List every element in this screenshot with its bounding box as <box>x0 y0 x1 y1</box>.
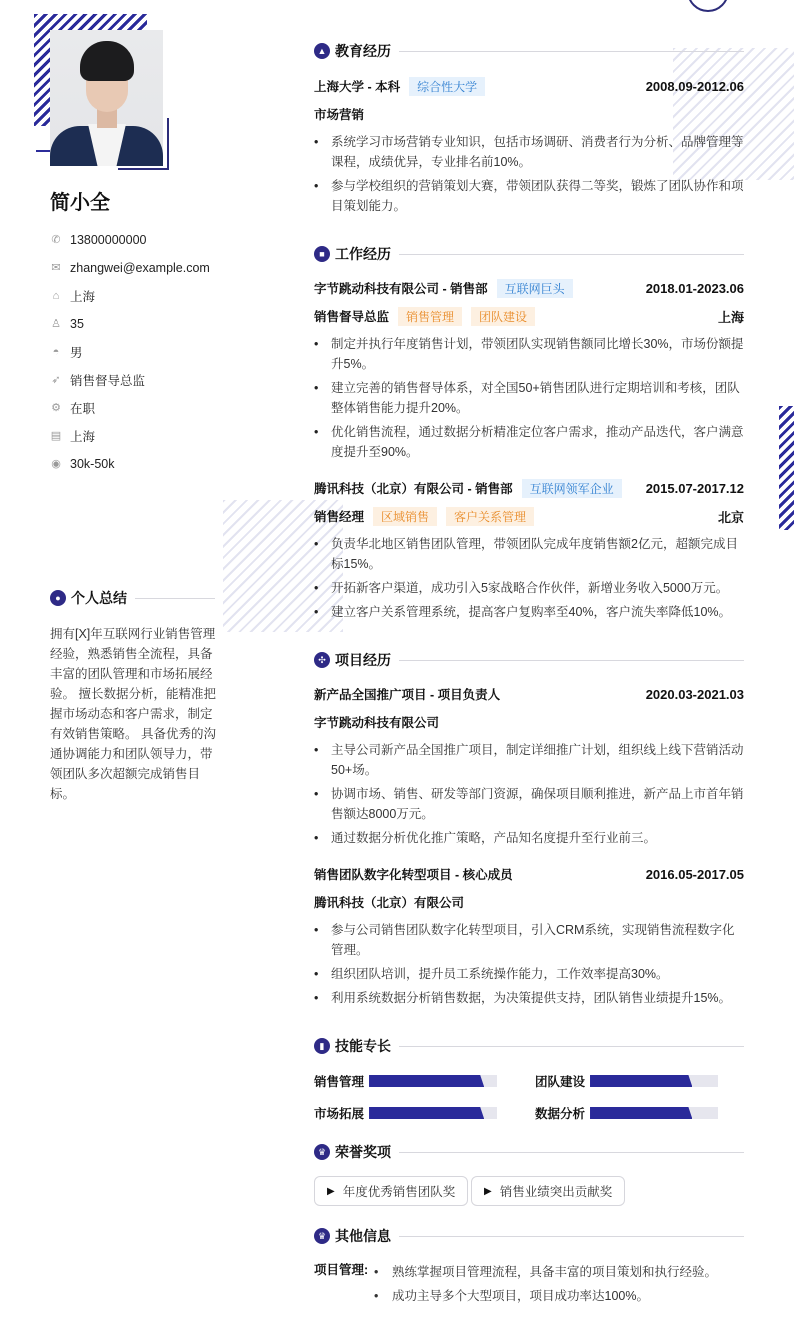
company-tag: 互联网巨头 <box>497 279 573 298</box>
other-label: 项目管理: <box>314 1263 369 1277</box>
list-item: • 制定并执行年度销售计划，带领团队实现销售额同比增长30%，市场份额提升5%。 <box>314 334 744 374</box>
divider <box>399 254 744 255</box>
send-icon: ➶ <box>51 374 61 386</box>
divider <box>135 598 215 599</box>
skill-bar <box>590 1075 718 1087</box>
gender-icon: ◓ <box>52 346 60 358</box>
bar-chart-icon: ▮ <box>314 1038 330 1054</box>
salary-icon: ◉ <box>51 458 61 470</box>
other-info <box>314 1260 717 1308</box>
skill-name: 市场拓展 <box>314 1107 365 1121</box>
company-name: 字节跳动科技有限公司 - 销售部 <box>314 282 488 296</box>
info-position: ➶ 销售督导总监 <box>51 374 146 388</box>
graduation-cap-icon: ▲ <box>314 43 330 59</box>
list-item: • 负责华北地区销售团队管理，带领团队完成年度销售额2亿元，超额完成目标15%。 <box>314 534 744 574</box>
project-row <box>314 685 744 703</box>
job-role: 销售经理 <box>314 510 365 524</box>
award-chip: ▶ 年度优秀销售团队奖 <box>314 1176 468 1206</box>
list-item: • 利用系统数据分析销售数据，为决策提供支持，团队销售业绩提升15%。 <box>314 988 744 1008</box>
awards-header: ♛ 荣誉奖项 <box>314 1142 744 1162</box>
skill-tag: 客户关系管理 <box>446 507 534 526</box>
divider <box>399 1236 744 1237</box>
other-header: ♛ 其他信息 <box>314 1226 744 1246</box>
summary-header <box>50 588 215 608</box>
projects-header: ✣ 项目经历 <box>314 650 744 670</box>
skill-item <box>535 1104 718 1122</box>
list-item: • 主导公司新产品全国推广项目，制定详细推广计划，组织线上线下营销活动50+场。 <box>314 740 744 780</box>
company-tag: 互联网领军企业 <box>522 479 622 498</box>
list-item: • 系统学习市场营销专业知识，包括市场调研、消费者行为分析、品牌管理等课程，成绩优异，专业排名前10%。 <box>314 132 744 172</box>
award-icon: ♛ <box>314 1228 330 1244</box>
job-bullets <box>314 334 744 466</box>
major-row <box>314 105 744 123</box>
list-item: • 成功主导多个大型项目，项目成功率达100%。 <box>370 1284 717 1308</box>
info-salary: ◉ 30k-50k <box>51 457 115 471</box>
skill-name: 团队建设 <box>535 1075 586 1089</box>
job-date: 2015.07-2017.12 <box>645 480 744 496</box>
school-name: 上海大学 - 本科 <box>314 80 401 94</box>
company-name: 腾讯科技（北京）有限公司 - 销售部 <box>314 482 513 496</box>
decorative-dash <box>36 150 50 152</box>
project-company-row <box>314 713 744 731</box>
divider <box>399 1152 744 1153</box>
skill-bar-fill <box>369 1107 484 1119</box>
project-company-row <box>314 893 744 911</box>
skills-header: ▮ 技能专长 <box>314 1036 744 1056</box>
skill-bar <box>369 1107 497 1119</box>
job-row <box>314 279 744 297</box>
project-name: 销售团队数字化转型项目 - 核心成员 <box>314 868 513 882</box>
award-chip: ▶ 销售业绩突出贡献奖 <box>471 1176 625 1206</box>
skill-bar <box>369 1075 497 1087</box>
job-city: 北京 <box>717 509 744 525</box>
info-location: ⌂ 上海 <box>50 282 210 310</box>
school-tag: 综合性大学 <box>409 77 485 96</box>
other-bullets <box>370 1260 717 1308</box>
status-icon: ⚙ <box>51 402 61 414</box>
list-item: • 协调市场、销售、研发等部门资源，确保项目顺利推进，新产品上市首年销售额达8000万元。 <box>314 784 744 824</box>
skill-bar-fill <box>590 1075 692 1087</box>
age-icon: ♙ <box>51 318 61 330</box>
skill-tag: 销售管理 <box>398 307 462 326</box>
home-icon: ⌂ <box>52 290 60 302</box>
award-icon: ♛ <box>314 1144 330 1160</box>
job-date: 2018.01-2023.06 <box>645 280 744 296</box>
list-item: • 建立客户关系管理系统，提高客户复购率至40%，客户流失率降低10%。 <box>314 602 744 622</box>
list-item: • 优化销售流程，通过数据分析精准定位客户需求，推动产品迭代，客户满意度提升至90%。 <box>314 422 744 462</box>
decorative-circle <box>687 0 729 12</box>
info-work-city: ▤ 上海 <box>50 430 96 444</box>
education-date: 2008.09-2012.06 <box>645 78 744 94</box>
skill-tag: 区域销售 <box>373 507 437 526</box>
list-item: • 参与学校组织的营销策划大赛，带领团队获得二等奖，锻炼了团队协作和项目策划能力。 <box>314 176 744 216</box>
info-phone: ✆ 13800000000 <box>51 233 147 247</box>
education-row <box>314 77 744 95</box>
contact-info-list <box>50 226 210 478</box>
job-city: 上海 <box>717 309 744 325</box>
skill-bar-fill <box>590 1107 692 1119</box>
project-company: 腾讯科技（北京）有限公司 <box>314 896 465 910</box>
skill-tag: 团队建设 <box>471 307 535 326</box>
profile-photo-frame <box>34 14 174 174</box>
list-item: • 熟练掌握项目管理流程，具备丰富的项目策划和执行经验。 <box>370 1260 717 1284</box>
education-header: ▲ 教育经历 <box>314 41 744 61</box>
decorative-stripes <box>779 406 794 530</box>
project-row <box>314 865 744 883</box>
list-item: • 建立完善的销售督导体系，对全国50+销售团队进行定期培训和考核，团队整体销售能力提升20%。 <box>314 378 744 418</box>
skill-bar-fill <box>369 1075 484 1087</box>
divider <box>399 1046 744 1047</box>
project-company: 字节跳动科技有限公司 <box>314 716 440 730</box>
info-status: ⚙ 在职 <box>51 402 96 416</box>
skill-item <box>314 1104 497 1122</box>
building-icon: ▤ <box>50 430 62 442</box>
user-icon: ● <box>50 590 66 606</box>
job-role-row <box>314 507 744 525</box>
avatar <box>50 30 163 166</box>
play-icon: ▶ <box>327 1185 335 1197</box>
project-name: 新产品全国推广项目 - 项目负责人 <box>314 688 501 702</box>
job-row <box>314 479 744 497</box>
skill-item <box>535 1072 718 1090</box>
info-age: ♙ 35 <box>51 317 84 331</box>
education-bullets <box>314 132 744 220</box>
project-bullets <box>314 740 744 852</box>
play-icon: ▶ <box>484 1185 492 1197</box>
info-email: ✉ zhangwei@example.com <box>51 261 210 275</box>
work-header: ■ 工作经历 <box>314 244 744 264</box>
list-item: • 组织团队培训，提升员工系统操作能力，工作效率提高30%。 <box>314 964 744 984</box>
job-bullets <box>314 534 744 626</box>
skill-item <box>314 1072 497 1090</box>
summary-text: 拥有[X]年互联网行业销售管理经验，熟悉销售全流程，具备丰富的团队管理和市场拓展经验。 擅长数据分析，能精准把握市场动态和客户需求，制定有效销售策略。 具备优秀的沟通协调能力和团队领导力，带领团队多次超额完成销售目标。 <box>50 627 216 801</box>
list-item: • 通过数据分析优化推广策略，产品知名度提升至行业前三。 <box>314 828 744 848</box>
phone-icon: ✆ <box>51 234 61 246</box>
major: 市场营销 <box>314 108 365 122</box>
skill-bar <box>590 1107 718 1119</box>
job-role-row <box>314 307 744 325</box>
project-date: 2016.05-2017.05 <box>645 866 744 882</box>
job-role: 销售督导总监 <box>314 310 390 324</box>
list-item: • 参与公司销售团队数字化转型项目，引入CRM系统，实现销售流程数字化管理。 <box>314 920 744 960</box>
info-gender: ◓ 男 <box>50 338 210 366</box>
summary-title: 个人总结 <box>71 590 127 606</box>
mail-icon: ✉ <box>51 262 61 274</box>
skill-name: 销售管理 <box>314 1075 365 1089</box>
divider <box>399 660 744 661</box>
candidate-name: 简小全 <box>50 192 110 214</box>
skill-name: 数据分析 <box>535 1107 586 1121</box>
project-bullets <box>314 920 744 1012</box>
project-date: 2020.03-2021.03 <box>645 686 744 702</box>
divider <box>399 51 744 52</box>
briefcase-icon: ■ <box>314 246 330 262</box>
list-item: • 开拓新客户渠道，成功引入5家战略合作伙伴，新增业务收入5000万元。 <box>314 578 744 598</box>
grid-icon: ✣ <box>314 652 330 668</box>
